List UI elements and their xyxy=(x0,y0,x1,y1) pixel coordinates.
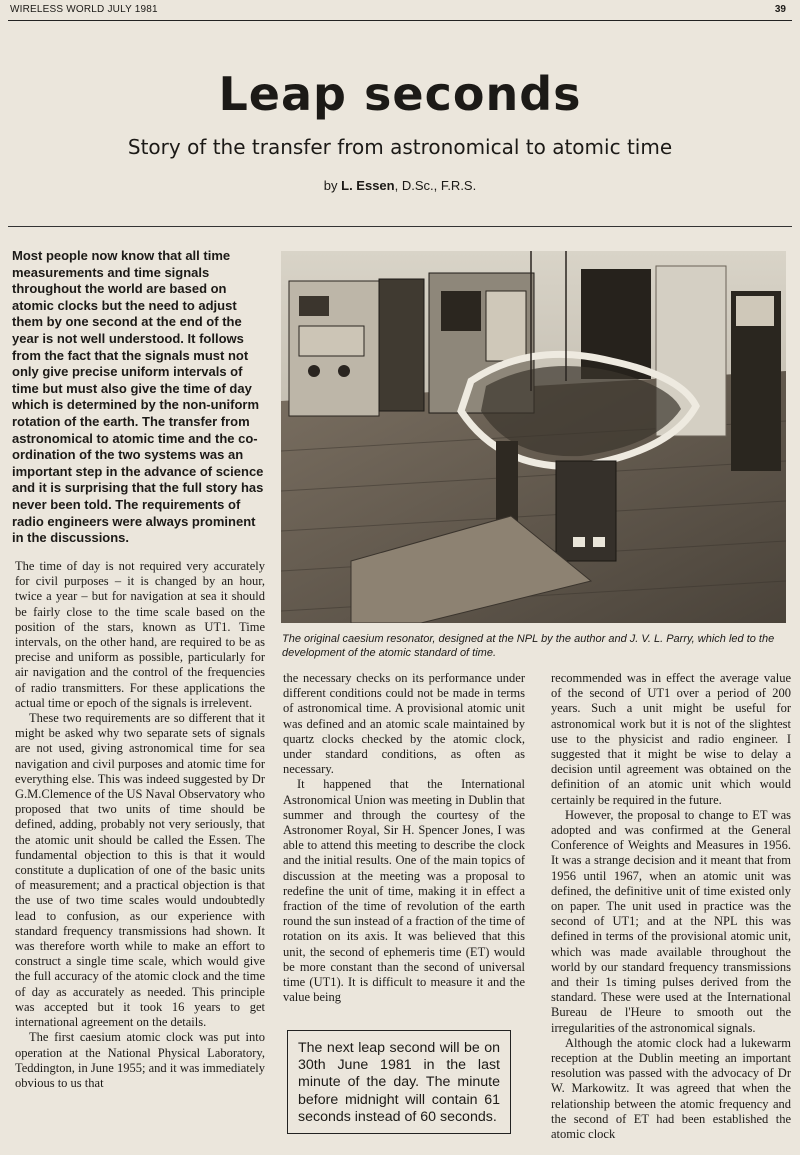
header-rule xyxy=(8,20,792,21)
title-rule xyxy=(8,226,792,227)
body-column-1 xyxy=(15,559,265,1091)
col3-paragraph-1: recommended was in effect the average value of the second of UT1 over a period of 200 years. Such a unit might be useful for astronomical work but it is not of the slightest use to the physicist and radio engineer. I suggested that it might be wise to delay a decision until agreement was obtained on the definition of an atomic unit which would certainly be required in the future. xyxy=(551,671,791,807)
byline-prefix: by xyxy=(323,178,342,193)
col2-paragraph-1: the necessary checks on its performance under different conditions could not be made in terms of astronomical time. A provisional atomic unit was defined and an atomic scale maintained by quartz clocks checked by the atomic clock, under standard conditions, as often as necessary. xyxy=(283,671,525,777)
col1-paragraph-2: These two requirements are so different that it might be asked why two separate sets of signals are not used, giving astronomical time for sea navigation and civil purposes and atomic time for everything else. This was indeed suggested by Dr G.M.Clemence of the US Naval Observatory who proposed that two units of time should be defined, adding, probably not very seriously, that the atomic unit should be called the Essen. The fundamental objection to this is that it would constitute a duplication of one of the basic units of measurement; and a practical objection is that the use of two time scales would undoubtedly lead to confusion, as our experience with standard frequency transmissions had shown. It was therefore worth while to make an effort to construct a single time scale, which would give the full accuracy of the atomic clock and the time of day as accurately as needed. This principle was accepted but it took 16 years to get international agreement on the details. xyxy=(15,711,265,1030)
col2-paragraph-2: It happened that the International Astronomical Union was meeting in Dublin that summer and through the courtesy of the Astronomer Royal, Sir H. Spencer Jones, I was able to attend this meeting to describe the clock and the initial results. One of the main topics of discussion at the meeting was a proposal to redefine the unit of time, making it in effect a fraction of the time of revolution of the earth round the sun instead of a fraction of the time of rotation on its axis. It was believed that this unit, the second of ephemeris time (ET) would be more constant than the second of universal time (UT1). It is difficult to measure it and the value being xyxy=(283,777,525,1005)
byline-author: L. Essen xyxy=(341,178,395,193)
standfirst: Most people now know that all time measurements and time signals throughout the world are based on atomic clocks but the need to adjust them by one second at the end of the year is not well understood. It follows from the fact that the signals must not only give precise uniform intervals of time but must also give the time of day which is determined by the non-uniform rotation of the earth. The transfer from astronomical to atomic time and the co-ordination of the two systems was an important step in the advance of science and it is surprising that the full story has never been told. The requirements of radio engineers were always prominent in the discussions. xyxy=(12,248,264,546)
article-subtitle: Story of the transfer from astronomical to atomic time xyxy=(127,135,673,159)
col3-paragraph-2: However, the proposal to change to ET was adopted and was confirmed at the General Conference of Weights and Measures in 1956. It was a strange decision and it meant that from 1956 until 1967, when an atomic unit was defined, the definitive unit of time existed only on paper. The unit used in practice was the second of UT1; and at the NPL this was defined in terms of the provisional atomic unit, which was made available throughout the world by our standard frequency transmissions and their 1s timing pulses derived from the standard. These were used at the International Bureau de l'Heure to smooth out the irregularities of the astronomical signals. xyxy=(551,807,791,1035)
running-head: WIRELESS WORLD JULY 1981 xyxy=(10,4,158,15)
body-column-3 xyxy=(551,671,791,1142)
photo-illustration xyxy=(281,251,786,623)
col3-paragraph-3: Although the atomic clock had a lukewarm reception at the Dublin meeting an important resolution was passed with the advocacy of Dr W. Markowitz. It was agreed that when the relationship between the atomic frequency and the second of ET had been established the atomic clock xyxy=(551,1035,791,1142)
caesium-resonator-photo xyxy=(281,251,786,623)
byline xyxy=(0,178,800,193)
article-title: Leap seconds xyxy=(218,67,582,121)
byline-suffix: , D.Sc., F.R.S. xyxy=(394,178,477,193)
page-number: 39 xyxy=(774,4,786,15)
leap-second-notice-box: The next leap second will be on 30th June 1981 in the last minute of the day. The minute before midnight will contain 61 seconds instead of 60 seconds. xyxy=(287,1030,511,1134)
photo-caption: The original caesium resonator, designed at the NPL by the author and J. V. L. Parry, which led to the development of the atomic standard of time. xyxy=(282,633,775,659)
body-column-2 xyxy=(283,671,525,1005)
col1-paragraph-1: The time of day is not required very accurately for civil purposes – it is changed by an hour, twice a year – but for navigation at sea it should be fairly close to the time scale based on the position of the stars, known as UT1. Time intervals, on the other hand, are required to be as precise and uniform as possible, particularly for air navigation and the control of the frequencies of radio transmitters. For these applications the actual time or epoch of the signals is irrelevent. xyxy=(15,559,265,710)
col1-paragraph-3: The first caesium atomic clock was put into operation at the National Physical Laboratory, Teddington, in June 1955; and it was immediately obvious to us that xyxy=(15,1030,265,1090)
